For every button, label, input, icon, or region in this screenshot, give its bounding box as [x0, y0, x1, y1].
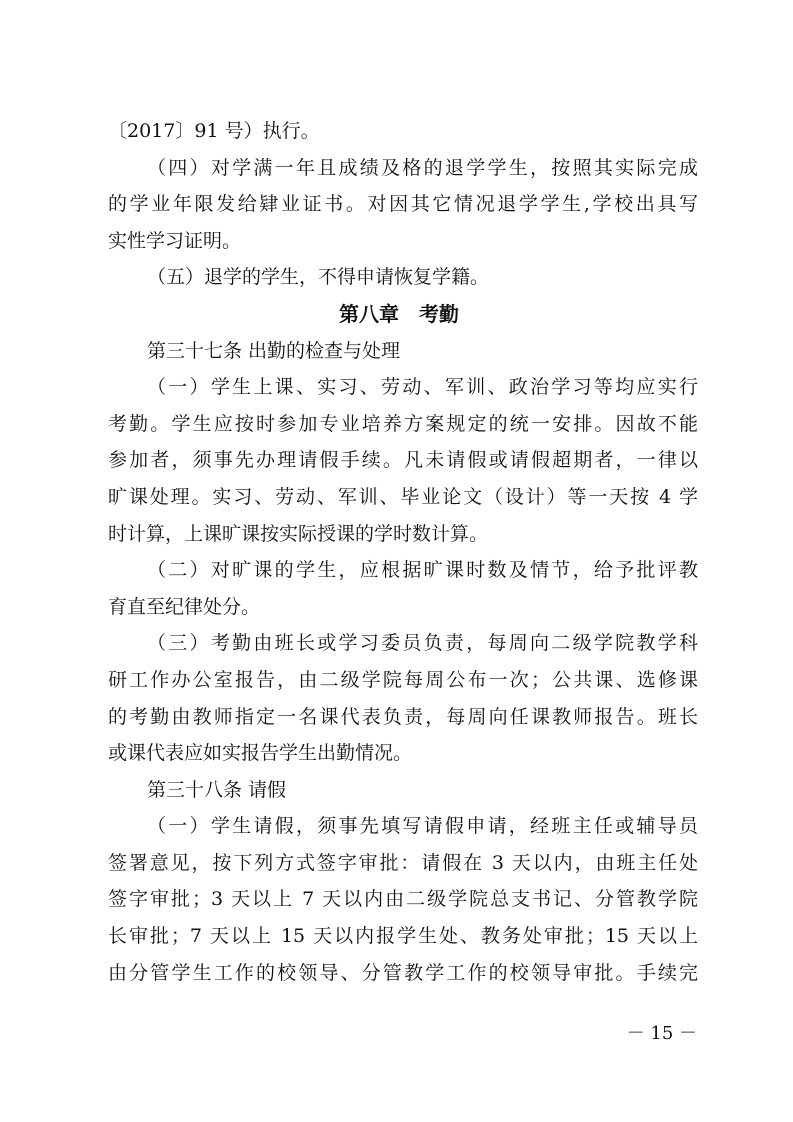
- chapter-heading: 第八章 考勤: [339, 301, 459, 326]
- text-line: 育直至纪律处分。: [108, 595, 261, 618]
- article-38-title: 第三十八条 请假: [147, 778, 287, 801]
- text-line: 时计算，上课旷课按实际授课的学时数计算。: [108, 522, 489, 545]
- text-line: 研工作办公室报告，由二级学院每周公布一次；公共课、选修课: [108, 668, 698, 691]
- text-line: （一）学生请假，须事先填写请假申请，经班主任或辅导员: [147, 815, 698, 838]
- text-line: 旷课处理。实习、劳动、军训、毕业论文（设计）等一天按 4 学: [108, 485, 698, 508]
- text-line: 的学业年限发给肄业证书。对因其它情况退学学生,学校出具写: [108, 193, 698, 216]
- text-line: 参加者，须事先办理请假手续。凡未请假或请假超期者，一律以: [108, 449, 698, 472]
- text-line: 签署意见，按下列方式签字审批：请假在 3 天以内，由班主任处: [108, 851, 698, 874]
- article-37-title: 第三十七条 出勤的检查与处理: [147, 339, 401, 362]
- text-line: （二）对旷课的学生，应根据旷课时数及情节，给予批评教: [147, 559, 698, 582]
- text-line: 签字审批；3 天以上 7 天以内由二级学院总支书记、分管教学院: [108, 888, 698, 911]
- text-line: 或课代表应如实报告学生出勤情况。: [108, 742, 413, 765]
- page-number: － 15 －: [626, 1023, 697, 1044]
- text-line: （一）学生上课、实习、劳动、军训、政治学习等均应实行: [147, 376, 698, 399]
- document-body: [108, 113, 698, 991]
- text-line: 〔2017〕91 号）执行。: [108, 120, 320, 142]
- paragraph-item-4-line: （四）对学满一年且成绩及格的退学学生，按照其实际完成: [147, 156, 698, 179]
- text-line: 考勤。学生应按时参加专业培养方案规定的统一安排。因故不能: [108, 412, 698, 435]
- text-line: 由分管学生工作的校领导、分管教学工作的校领导审批。手续完: [108, 961, 698, 984]
- text-line: 的考勤由教师指定一名课代表负责，每周向任课教师报告。班长: [108, 705, 698, 728]
- text-line: （三）考勤由班长或学习委员负责，每周向二级学院教学科: [147, 632, 698, 655]
- text-line: 实性学习证明。: [108, 229, 242, 252]
- paragraph-item-5-line: （五）退学的学生，不得申请恢复学籍。: [147, 266, 490, 289]
- text-line: 长审批；7 天以上 15 天以内报学生处、教务处审批；15 天以上: [108, 925, 698, 948]
